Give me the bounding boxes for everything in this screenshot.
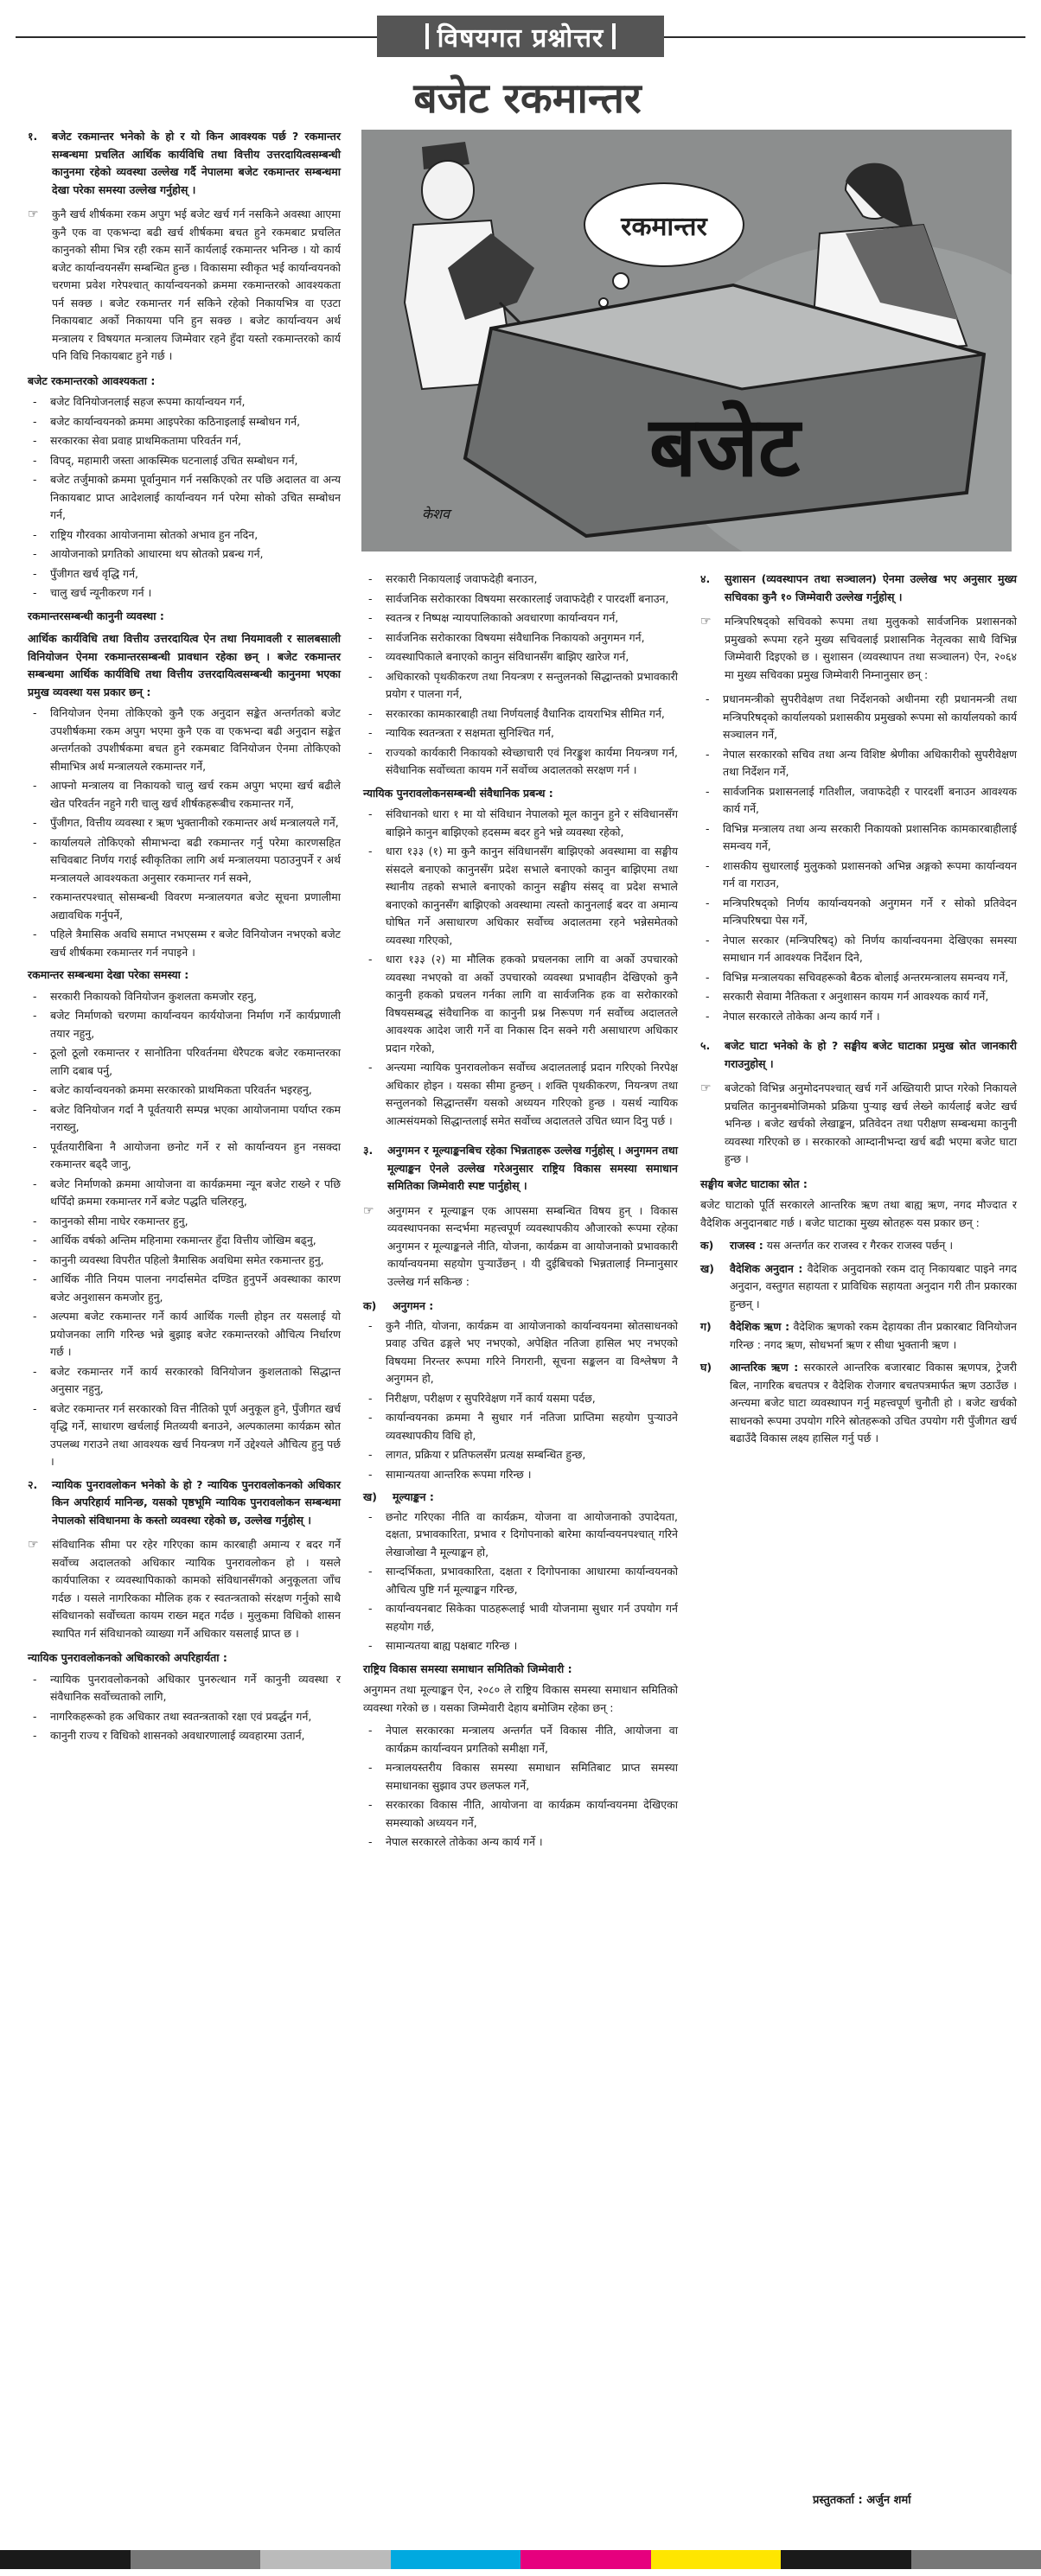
list-item: - न्यायिक स्वतन्त्रता र सक्षमता सुनिश्चित गर्न,	[363, 724, 678, 743]
q4-list	[700, 691, 1017, 1025]
list-item: - कानुनको सीमा नाघेर रकमान्तर हुनु,	[28, 1213, 341, 1231]
list-item: - धारा १३३ (१) मा कुनै कानुन संविधानसँग बाझिएको अवस्थामा वा सङ्घीय संसदले बनाएको कानुनसँग प्रदेश सभाले बनाएको कानुन बाझिएमा तथा स्थानीय तहको सभाले बनाएको कानुन सङ्घीय संसद् वा प्रदेश सभाले बनाएको कानुनसँग बाझिएको अवस्थामा त्यस्तो कानुनलाई बदर वा अमान्य घोषित गर्ने असाधारण अधिकार सर्वोच्च अदालतमा रहने भन्नेसमेतको व्यवस्था गरिएको,	[363, 843, 678, 949]
question-3-number: ३.	[363, 1144, 374, 1157]
list-item: - कार्यान्वयनका क्रममा नै सुधार गर्न नतिजा प्राप्तिमा सहयोग पुर्‍याउने व्यवस्थापकीय विधि हो,	[363, 1409, 678, 1444]
list-item: - विभिन्न मन्त्रालय तथा अन्य सरकारी निकायको प्रशासनिक कामकारबाहीलाई समन्वय गर्ने,	[700, 820, 1017, 856]
page-title: बजेट रकमान्तर	[413, 74, 642, 123]
q5-source-a	[700, 1237, 1017, 1255]
question-1	[28, 128, 341, 199]
q3-monitoring-title: अनुगमन :	[393, 1299, 434, 1312]
q5-source-d-text: सरकारले आन्तरिक बजारबाट विकास ऋणपत्र, ट्रेजरी बिल, नागरिक बचतपत्र र वैदेशिक रोजगार बचतपत्रमार्फत ऋण उठाउँछ । अन्त्यमा बजेट घाटा व्यवस्थापन गर्नु महत्त्वपूर्ण चुनौती हो । बजेट खर्चको साधनको रूपमा उपयोग गरिने स्रोतहरूको उचित उपयोग गरी पुँजीगत खर्च बढाउँदै विकास लक्ष्य हासिल गर्नु पर्छ ।	[730, 1361, 1017, 1444]
list-item: - नेपाल सरकारले तोकेका अन्य कार्य गर्ने ।	[700, 1008, 1017, 1026]
answer-pointer-icon: ☞	[700, 1081, 712, 1095]
answer-2	[28, 1536, 341, 1642]
list-item: - सरकारी सेवामा नैतिकता र अनुशासन कायम गर्न आवश्यक कार्य गर्ने,	[700, 988, 1017, 1006]
q3-evaluation-label: ख)	[363, 1490, 377, 1503]
list-item: - आयोजनाको प्रगतिको आधारमा थप स्रोतको प्रबन्ध गर्न,	[28, 545, 341, 564]
q2-const-title: न्यायिक पुनरावलोकनसम्बन्धी संवैधानिक प्रबन्ध :	[363, 786, 553, 800]
list-item: - प्रधानमन्त्रीको सुपरीवेक्षण तथा निर्देशनको अधीनमा रही प्रधानमन्त्री तथा मन्त्रिपरिषद्को कार्यालयको प्रशासकीय प्रमुखको रूपमा सो कार्यालयको कार्य सञ्चालन गर्ने,	[700, 691, 1017, 744]
list-item: - बजेट निर्माणको क्रममा आयोजना वा कार्यक्रममा न्यून बजेट राख्ने र पछि थपिँदो क्रममा रकमान्तर गर्ने बजेट पद्धति चलिरहनु,	[28, 1176, 341, 1211]
q5-source-a-title: राजस्व :	[730, 1239, 763, 1252]
question-3	[363, 1142, 678, 1196]
question-4-number: ४.	[700, 572, 711, 585]
cartoon-svg	[361, 130, 1012, 552]
answer-pointer-icon: ☞	[700, 615, 712, 628]
board-text: बजेट	[648, 399, 801, 495]
list-item: - सार्वजनिक प्रशासनलाई गतिशील, जवाफदेही र पारदर्शी बनाउन आवश्यक कार्य गर्ने,	[700, 783, 1017, 819]
q5-source-c-text: वैदेशिक ऋणको रकम देहायका तीन प्रकारबाट विनियोजन गरिन्छ : नगद ऋण, सोधभर्ना ऋण र सीधा भुक्तानी ऋण ।	[730, 1320, 1017, 1351]
q2-why-list-b	[363, 571, 678, 780]
column-middle	[363, 571, 678, 1857]
q5-sources-title: सङ्घीय बजेट घाटाका स्रोत :	[700, 1176, 808, 1190]
list-item: - चालु खर्च न्यूनीकरण गर्न ।	[28, 584, 341, 603]
question-5-text: बजेट घाटा भनेको के हो ? सङ्घीय बजेट घाटाका प्रमुख स्रोत जानकारी गराउनुहोस् ।	[725, 1039, 1017, 1070]
q3-evaluation-list	[363, 1508, 678, 1655]
question-4	[700, 571, 1017, 606]
q2-why-list-a	[28, 1671, 341, 1745]
list-item: - बजेट कार्यान्वयनको क्रममा आइपरेका कठिनाइलाई सम्बोधन गर्न,	[28, 413, 341, 431]
list-item: - सामान्यतया बाह्य पक्षबाट गरिन्छ ।	[363, 1637, 678, 1655]
list-item: - बजेट कार्यान्वयनको क्रममा सरकारको प्राथमिकता परिवर्तन भइरहनु,	[28, 1081, 341, 1100]
swatch	[260, 2550, 391, 2569]
answer-2-text: संविधानिक सीमा पर रहेर गरिएका काम कारबाही अमान्य र बदर गर्ने सर्वोच्च अदालतको अधिकार न्यायिक पुनरावलोकन हो । यसले कार्यपालिका र व्यवस्थापिकाको कामको संविधानसँगको अनुकूलता जाँच गर्दछ । यसले नागरिकका मौलिक हक र स्वतन्त्रताको संरक्षण गर्नुको साथै संविधानको सर्वोच्चता कायम राख्न मद्दत गर्दछ । मुलुकमा विधिको शासन स्थापित गर्न संविधानको व्याख्या गर्ने अधिकार यसलाई प्राप्त छ ।	[52, 1538, 341, 1640]
list-item: - नेपाल सरकार (मन्त्रिपरिषद्) को निर्णय कार्यान्वयनमा देखिएका समस्या समाधान गर्न आवश्यक निर्देशन दिने,	[700, 932, 1017, 967]
list-item: - सरकारका विकास नीति, आयोजना वा कार्यक्रम कार्यान्वयनमा देखिएका समस्याको अध्ययन गर्ने,	[363, 1796, 678, 1832]
list-item: - मन्त्रिपरिषद्को निर्णय कार्यान्वयनको अनुगमन गर्ने र सोको प्रतिवेदन मन्त्रिपरिषद्मा पेस गर्ने,	[700, 895, 1017, 930]
list-item: - आर्थिक नीति नियम पालना नगर्दासमेत दण्डित हुनुपर्ने अवस्थाका कारण बजेट अनुशासन कमजोर हुनु,	[28, 1271, 341, 1306]
list-item: - पूर्वतयारीबिना नै आयोजना छनोट गर्ने र सो कार्यान्वयन हुन नसक्दा रकमान्तर बढ्दै जानु,	[28, 1138, 341, 1174]
list-item: - संविधानको धारा १ मा यो संविधान नेपालको मूल कानुन हुने र संविधानसँग बाझिने कानुन बाझिएको हदसम्म बदर हुने भन्ने व्यवस्था रहेको,	[363, 806, 678, 841]
answer-1-text: कुनै खर्च शीर्षकमा रकम अपुग भई बजेट खर्च गर्न नसकिने अवस्था आएमा कुनै एक वा एकभन्दा बढी खर्च शीर्षकमा बचत हुने रकमबाट प्रचलित कानुनको सीमा भित्र रही रकम सार्ने कार्यलाई रकमान्तर भनिन्छ । यो कार्य बजेट कार्यान्वयनसँग सम्बन्धित हुन्छ । विकासमा स्वीकृत भई कार्यान्वयनको चरणमा प्रवेश गरेपश्चात् कार्यान्वयनको क्रममा रकमान्तरको आवश्यकता पर्न सक्छ । बजेट रकमान्तर गर्न सकिने रहेको निकायभित्र वा एउटा निकायबाट अर्को निकायमा पनि हुन सक्छ । बजेट कार्यान्वयन अर्थ मन्त्रालय र विषयगत मन्त्रालय जिम्मेवार रहने हुँदा यस्तो रकमान्तरको कार्य पनि विधि निकायबाट हुने गर्छ ।	[52, 207, 341, 362]
list-item: - व्यवस्थापिकाले बनाएको कानुन संविधानसँग बाझिए खारेज गर्न,	[363, 648, 678, 666]
q3-committee-title: राष्ट्रिय विकास समस्या समाधान समितिको जिम्मेवारी :	[363, 1661, 572, 1675]
question-5-number: ५.	[700, 1039, 711, 1052]
list-item: - सरकारका सेवा प्रवाह प्राथमिकतामा परिवर्तन गर्न,	[28, 432, 341, 450]
list-item: - बजेट निर्माणको चरणमा कार्यान्वयन कार्ययोजना निर्माण गर्ने कार्यप्रणाली तयार नहुनु,	[28, 1007, 341, 1043]
list-item: - सरकारी निकायको विनियोजन कुशलता कमजोर रहनु,	[28, 988, 341, 1006]
list-item: - धारा १३३ (२) मा मौलिक हकको प्रचलनका लागि वा अर्को उपचारको व्यवस्था नभएको वा अर्को उपचारको व्यवस्था प्रभावहीन देखिएको कुनै कानुनी हकको प्रचलन गर्नका लागि वा सार्वजनिक हक वा सरोकारको विषयसम्बद्ध संवैधानिक वा कानुनी प्रश्न निरूपण गर्न सर्वोच्च अदालतले आवश्यक आदेश जारी गर्ने वा निकास दिन सक्ने गरी असाधारण अधिकार प्रदान गरेको,	[363, 951, 678, 1057]
answer-pointer-icon: ☞	[28, 207, 39, 221]
list-item: - विभिन्न मन्त्रालयका सचिवहरूको बैठक बोलाई अन्तरमन्त्रालय समन्वय गर्ने,	[700, 969, 1017, 987]
list-item: - लागत, प्रक्रिया र प्रतिफलसँग प्रत्यक्ष सम्बन्धित हुन्छ,	[363, 1446, 678, 1464]
q5-source-d-title: आन्तरिक ऋण :	[730, 1361, 799, 1374]
list-item: - मन्त्रालयस्तरीय विकास समस्या समाधान समितिबाट प्राप्त समस्या समाधानका सुझाव उपर छलफल गर्ने,	[363, 1759, 678, 1795]
answer-pointer-icon: ☞	[28, 1538, 39, 1552]
q1-legal-list	[28, 705, 341, 961]
list-item: - पुँजीगत खर्च वृद्धि गर्न,	[28, 565, 341, 583]
thought-bubble-text: रकमान्तर	[621, 212, 707, 242]
color-registration-bar	[0, 2550, 1041, 2569]
list-item: - राष्ट्रिय गौरवका आयोजनामा स्रोतको अभाव हुन नदिन,	[28, 526, 341, 545]
answer-5	[700, 1080, 1017, 1169]
q3-monitoring-heading	[363, 1298, 678, 1316]
list-item: - सान्दर्भिकता, प्रभावकारिता, दक्षता र दिगोपनाका आधारमा कार्यान्वयनको औचित्य पुष्टि गर्न मूल्याङ्कन गरिन्छ,	[363, 1563, 678, 1598]
q3-evaluation-heading	[363, 1489, 678, 1507]
q3-committee-list	[363, 1722, 678, 1852]
q5-source-a-label: क)	[700, 1239, 714, 1252]
q2-const-list	[363, 806, 678, 1130]
list-item: - नेपाल सरकारको सचिव तथा अन्य विशिष्ट श्रेणीका अधिकारीको सुपरीवेक्षण तथा निर्देशन गर्ने,	[700, 746, 1017, 781]
list-item: - निरीक्षण, परीक्षण र सुपरिवेक्षण गर्ने कार्य यसमा पर्दछ,	[363, 1390, 678, 1408]
answer-4-text: मन्त्रिपरिषद्को सचिवको रूपमा तथा मुलुकको सार्वजनिक प्रशासनको प्रमुखको रूपमा रहने मुख्य सचिवलाई प्रशासनिक नेतृत्वका साथै विभिन्न जिम्मेवारी दिइएको छ । सुशासन (व्यवस्थापन तथा सञ्चालन) ऐन, २०६४ मा मुख्य सचिवका प्रमुख जिम्मेवारी निम्नानुसार छन् :	[725, 615, 1017, 681]
column-left	[28, 128, 341, 1750]
q5-source-d-label: घ)	[700, 1361, 712, 1374]
section-tag-label: विषयगत प्रश्नोत्तर	[437, 22, 604, 54]
q5-source-b-label: ख)	[700, 1261, 714, 1275]
list-item: - पहिले त्रैमासिक अवधि समाप्त नभएसम्म र बजेट विनियोजन नभएको बजेट खर्च शीर्षकमा रकमान्तर गर्न नपाइने ।	[28, 926, 341, 961]
cartoon-signature: केशव	[422, 506, 450, 522]
list-item: - शासकीय सुधारलाई मुलुकको प्रशासनको अभिन्न अङ्गको रूपमा कार्यान्वयन गर्न वा गराउन,	[700, 858, 1017, 893]
q1-legal-title: रकमान्तरसम्बन्धी कानुनी व्यवस्था :	[28, 609, 164, 622]
list-item: - सामान्यतया आन्तरिक रूपमा गरिन्छ ।	[363, 1466, 678, 1484]
list-item: - नेपाल सरकारले तोकेका अन्य कार्य गर्ने ।	[363, 1833, 678, 1852]
swatch	[520, 2550, 651, 2569]
list-item: - ठूलो ठूलो रकमान्तर र सानोतिना परिवर्तनमा धेरैपटक बजेट रकमान्तरका लागि दबाब पर्नु,	[28, 1044, 341, 1080]
q1-need-title: बजेट रकमान्तरको आवश्यकता :	[28, 373, 156, 387]
q5-source-b-text: वैदेशिक अनुदानको रकम दातृ निकायबाट पाइने नगद अनुदान, वस्तुगत सहायता र प्राविधिक सहायता अनुदान गरी तीन प्रकारका हुन्छन् ।	[730, 1261, 1017, 1310]
list-item: - न्यायिक पुनरावलोकनको अधिकार पुनरुत्थान गर्ने कानुनी व्यवस्था र संवैधानिक सर्वोच्चताको लागि,	[28, 1671, 341, 1706]
list-item: - कुनै नीति, योजना, कार्यक्रम वा आयोजनाको कार्यान्वयनमा स्रोतसाधनको प्रवाह उचित ढङ्गले भए नभएको, अपेक्षित नतिजा हासिल भए नभएको विषयमा निरन्तर रूपमा गरिने निगरानी, सूचना सङ्कलन वा विश्लेषण नै अनुगमन हो,	[363, 1317, 678, 1388]
q3-evaluation-title: मूल्याङ्कन :	[393, 1490, 434, 1503]
swatch	[0, 2550, 131, 2569]
swatch	[651, 2550, 782, 2569]
q1-need-list	[28, 393, 341, 603]
swatch	[911, 2550, 1041, 2569]
swatch	[781, 2550, 911, 2569]
list-item: - राज्यको कार्यकारी निकायको स्वेच्छाचारी एवं निरङ्कुश कार्यमा नियन्त्रण गर्न, संवैधानिक सर्वोच्चता कायम गर्ने सर्वोच्च अदालतको सरक्षण गर्न ।	[363, 744, 678, 780]
byline: प्रस्तुतकर्ता : अर्जुन शर्मा	[813, 2494, 911, 2507]
list-item: - अधिकारको पृथकीकरण तथा नियन्त्रण र सन्तुलनको सिद्धान्तको प्रभावकारी प्रयोग र पालना गर्न,	[363, 668, 678, 704]
list-item: - बजेट रकमान्तर गर्ने कार्य सरकारको विनियोजन कुशलताको सिद्धान्त अनुसार नहुनु,	[28, 1363, 341, 1399]
q1-legal-intro: आर्थिक कार्यविधि तथा वित्तीय उत्तरदायित्व ऐन तथा नियमावली र सालबसाली विनियोजन ऐनमा रकमान्तरसम्बन्धी प्रावधान रहेका छन् । बजेट रकमान्तर सम्बन्धमा आर्थिक कार्यविधि तथा वित्तीय उत्तरदायित्वसम्बन्धी कानुनमा भएका प्रमुख व्यवस्था यस प्रकार छन् :	[28, 632, 341, 698]
q3-monitoring-label: क)	[363, 1299, 377, 1312]
answer-3-intro	[363, 1202, 678, 1291]
answer-3-intro-text: अनुगमन र मूल्याङ्कन एक आपसमा सम्बन्धित विषय हुन् । विकास व्यवस्थापनका सन्दर्भमा महत्त्वपूर्ण व्यवस्थापकीय औजारको रूपमा रहेका अनुगमन र मूल्याङ्कनले नीति, योजना, कार्यक्रम वा आयोजनाको प्रभावकारी कार्यान्वयनमा सहयोग पुर्‍याउँछन् । यी दुईबिचको भिन्नतालाई निम्नानुसार उल्लेख गर्न सकिन्छ :	[387, 1203, 678, 1288]
list-item: - बजेट तर्जुमाको क्रममा पूर्वानुमान गर्न नसकिएको तर पछि अदालत वा अन्य निकायबाट प्राप्त आदेशलाई कार्यान्वयन गर्न परेमा सोको उचित सम्बोधन गर्न,	[28, 471, 341, 525]
question-1-text: बजेट रकमान्तर भनेको के हो र यो किन आवश्यक पर्छ ? रकमान्तर सम्बन्धमा प्रचलित आर्थिक कार्यविधि तथा वित्तीय उत्तरदायित्वसम्बन्धी कानुनमा रहेको व्यवस्था उल्लेख गर्दै नेपालमा बजेट रकमान्तर सम्बन्धमा देखा परेका समस्या उल्लेख गर्नुहोस् ।	[52, 130, 341, 196]
list-item: - छनोट गरिएका नीति वा कार्यक्रम, योजना वा आयोजनाको उपादेयता, दक्षता, प्रभावकारिता, प्रभाव र दिगोपनाको बारेमा कार्यान्वयनपश्चात् गरिने लेखाजोखा नै मूल्याङ्कन हो,	[363, 1508, 678, 1562]
q1-problems-title: रकमान्तर सम्बन्धमा देखा परेका समस्या :	[28, 968, 189, 981]
swatch	[131, 2550, 261, 2569]
list-item: - विनियोजन ऐनमा तोकिएको कुनै एक अनुदान सङ्केत अन्तर्गतको बजेट उपशीर्षकमा रकम अपुग भएमा कुनै एक वा एकभन्दा बढी अनुदान सङ्केत अन्तर्गतको उपशीर्षकमा बचत हुने रकमबाट विनियोजन ऐनमा तोकिएको सीमाभित्र अर्थ मन्त्रालयले रकमान्तर गर्ने,	[28, 705, 341, 775]
list-item: - कार्यान्वयनबाट सिकेका पाठहरूलाई भावी योजनामा सुधार गर्न उपयोग गर्न सहयोग गर्छ,	[363, 1600, 678, 1636]
list-item: - सरकारका कामकारबाही तथा निर्णयलाई वैधानिक दायराभित्र सीमित गर्न,	[363, 705, 678, 724]
q5-source-c-title: वैदेशिक ऋण :	[730, 1320, 790, 1333]
list-item: - आफ्नो मन्त्रालय वा निकायको चालु खर्च रकम अपुग भएमा खर्च बढीले खेत परिवर्तन नहुने गरी चालु खर्च शीर्षकहरूबीच रकमान्तर गर्ने,	[28, 777, 341, 813]
list-item: - बजेट रकमान्तर गर्न सरकारको वित्त नीतिको पूर्ण अनुकूल हुने, पुँजीगत खर्च वृद्धि गर्ने, साधारण खर्चलाई मितव्ययी बनाउने, अल्पकालमा कार्यक्रम स्रोत उपलब्ध गराउने तथा आवश्यक खर्च नियन्त्रण गर्ने उद्देश्यले औचित्य हुनु पर्छ ।	[28, 1400, 341, 1471]
list-item: - स्वतन्त्र र निष्पक्ष न्यायपालिकाको अवधारणा कार्यान्वयन गर्न,	[363, 609, 678, 628]
question-5	[700, 1037, 1017, 1073]
list-item: - कानुनी राज्य र विधिको शासनको अवधारणालाई व्यवहारमा उतार्न,	[28, 1727, 341, 1745]
list-item: - बजेट विनियोजन गर्दा नै पूर्वतयारी सम्पन्न भएका आयोजनामा पर्याप्त रकम नराख्नु,	[28, 1101, 341, 1137]
q1-problems-list	[28, 988, 341, 1471]
question-2-text: न्यायिक पुनरावलोकन भनेको के हो ? न्यायिक पुनरावलोकनको अधिकार किन अपरिहार्य मानिन्छ, यसको पृष्ठभूमि न्यायिक पुनरावलोकन सम्बन्धमा नेपालको संविधानमा के कस्तो व्यवस्था रहेको छ, उल्लेख गर्नुहोस् ।	[52, 1477, 341, 1527]
q5-source-a-text: यस अन्तर्गत कर राजस्व र गैरकर राजस्व पर्छन् ।	[766, 1239, 954, 1252]
q2-why-title: न्यायिक पुनरावलोकनको अधिकारको अपरिहार्यता :	[28, 1651, 227, 1664]
list-item: - सरकारी निकायलाई जवाफदेही बनाउन,	[363, 571, 678, 589]
list-item: - बजेट विनियोजनलाई सहज रूपमा कार्यान्वयन गर्न,	[28, 393, 341, 411]
q3-committee-text: अनुगमन तथा मूल्याङ्कन ऐन, २०८० ले राष्ट्रिय विकास समस्या समाधान समितिको व्यवस्था गरेको छ । यसका जिम्मेवारी देहाय बमोजिम रहेका छन् :	[363, 1683, 678, 1714]
question-1-number: १.	[28, 130, 38, 143]
column-right	[700, 571, 1017, 1450]
cartoon-illustration	[361, 130, 1012, 552]
list-item: - विपद्, महामारी जस्ता आकस्मिक घटनालाई उचित सम्बोधन गर्न,	[28, 452, 341, 470]
list-item: - सार्वजनिक सरोकारका विषयमा संवैधानिक निकायको अनुगमन गर्न,	[363, 629, 678, 647]
question-2-number: २.	[28, 1477, 38, 1491]
answer-4	[700, 613, 1017, 684]
list-item: - कानुनी व्यवस्था विपरीत पहिलो त्रैमासिक अवधिमा समेत रकमान्तर हुनु,	[28, 1252, 341, 1270]
q5-source-b-title: वैदेशिक अनुदान :	[730, 1261, 803, 1275]
list-item: - रकमान्तरपश्चात् सोसम्बन्धी विवरण मन्त्रालयगत बजेट सूचना प्रणालीमा अद्यावधिक गर्नुपर्ने,	[28, 889, 341, 924]
list-item: - कार्यालयले तोकिएको सीमाभन्दा बढी रकमान्तर गर्नु परेमा कारणसहित सचिवबाट निर्णय गराई स्वीकृतिका लागि अर्थ मन्त्रालयमा पठाउनुपर्ने र अर्थ मन्त्रालयले आवश्यकता अनुसार रकमान्तर गर्न सक्ने,	[28, 834, 341, 888]
list-item: - अल्पमा बजेट रकमान्तर गर्ने कार्य आर्थिक गल्ती होइन तर यसलाई यो प्रयोजनका लागि गरिन्छ भन्ने बुझाइ बजेट रकमान्तरको औचित्य निर्धारण गर्छ ।	[28, 1308, 341, 1361]
list-item: - नागरिकहरूको हक अधिकार तथा स्वतन्त्रताको रक्षा एवं प्रवर्द्धन गर्न,	[28, 1708, 341, 1726]
list-item: - आर्थिक वर्षको अन्तिम महिनामा रकमान्तर हुँदा वित्तीय जोखिम बढ्नु,	[28, 1232, 341, 1250]
question-4-text: सुशासन (व्यवस्थापन तथा सञ्चालन) ऐनमा उल्लेख भए अनुसार मुख्य सचिवका कुनै १० जिम्मेवारी उल्लेख गर्नुहोस् ।	[725, 572, 1017, 603]
list-item: - नेपाल सरकारका मन्त्रालय अन्तर्गत पर्ने विकास नीति, आयोजना वा कार्यक्रम कार्यान्वयन प्रगतिको समीक्षा गर्ने,	[363, 1722, 678, 1757]
list-item: - पुँजीगत, वित्तीय व्यवस्था र ऋण भुक्तानीको रकमान्तर अर्थ मन्त्रालयले गर्ने,	[28, 814, 341, 832]
q3-monitoring-list	[363, 1317, 678, 1484]
tag-bar-left	[425, 23, 429, 49]
section-tag	[377, 16, 664, 57]
answer-5-text: बजेटको विभिन्न अनुमोदनपश्चात् खर्च गर्ने अख्तियारी प्राप्त गरेको निकायले प्रचलित कानुनबमोजिमको प्रक्रिया पुर्‍याइ खर्च लेख्ने कार्यलाई बजेट खर्च भनिन्छ । बजेट खर्चको लेखाङ्कन, प्रतिवेदन तथा परीक्षण सम्बन्धमा कानुनी व्यवस्था गरिएको छ । सरकारको आम्दानीभन्दा खर्च बढी भएमा बजेट घाटा हुन्छ ।	[725, 1081, 1017, 1165]
answer-1	[28, 206, 341, 366]
swatch	[391, 2550, 521, 2569]
list-item: - अन्त्यमा न्यायिक पुनरावलोकन सर्वोच्च अदालतलाई प्रदान गरिएको निरपेक्ष अधिकार होइन । यसका सीमा हुन्छन् । शक्ति पृथकीकरण, नियन्त्रण तथा सन्तुलनको सिद्धान्तसँग यसको अध्ययन गरिएको हुन्छ । यसर्थ न्यायिक आत्मसंयमको सिद्धान्तलाई समेत सर्वोच्च अदालतले उचित ध्यान दिनु पर्छ ।	[363, 1059, 678, 1130]
question-3-text: अनुगमन र मूल्याङ्कनबिच रहेका भिन्नताहरू उल्लेख गर्नुहोस् । अनुगमन तथा मूल्याङ्कन ऐनले उल्लेख गरेअनुसार राष्ट्रिय विकास समस्या समाधान समितिका जिम्मेवारी स्पष्ट पार्नुहोस् ।	[387, 1144, 678, 1192]
question-2	[28, 1476, 341, 1530]
answer-pointer-icon: ☞	[363, 1203, 374, 1218]
q5-sources-text: बजेट घाटाको पूर्ति सरकारले आन्तरिक ऋण तथा बाह्य ऋण, नगद मौज्दात र वैदेशिक अनुदानबाट गर्छ । बजेट घाटाका मुख्य स्रोतहरू यस प्रकार छन् :	[700, 1198, 1017, 1229]
q5-source-b	[700, 1260, 1017, 1314]
q5-source-d	[700, 1359, 1017, 1448]
list-item: - सार्वजनिक सरोकारका विषयमा सरकारलाई जवाफदेही र पारदर्शी बनाउन,	[363, 590, 678, 609]
tag-bar-right	[612, 23, 616, 49]
q5-source-c	[700, 1318, 1017, 1354]
q5-source-c-label: ग)	[700, 1320, 712, 1333]
